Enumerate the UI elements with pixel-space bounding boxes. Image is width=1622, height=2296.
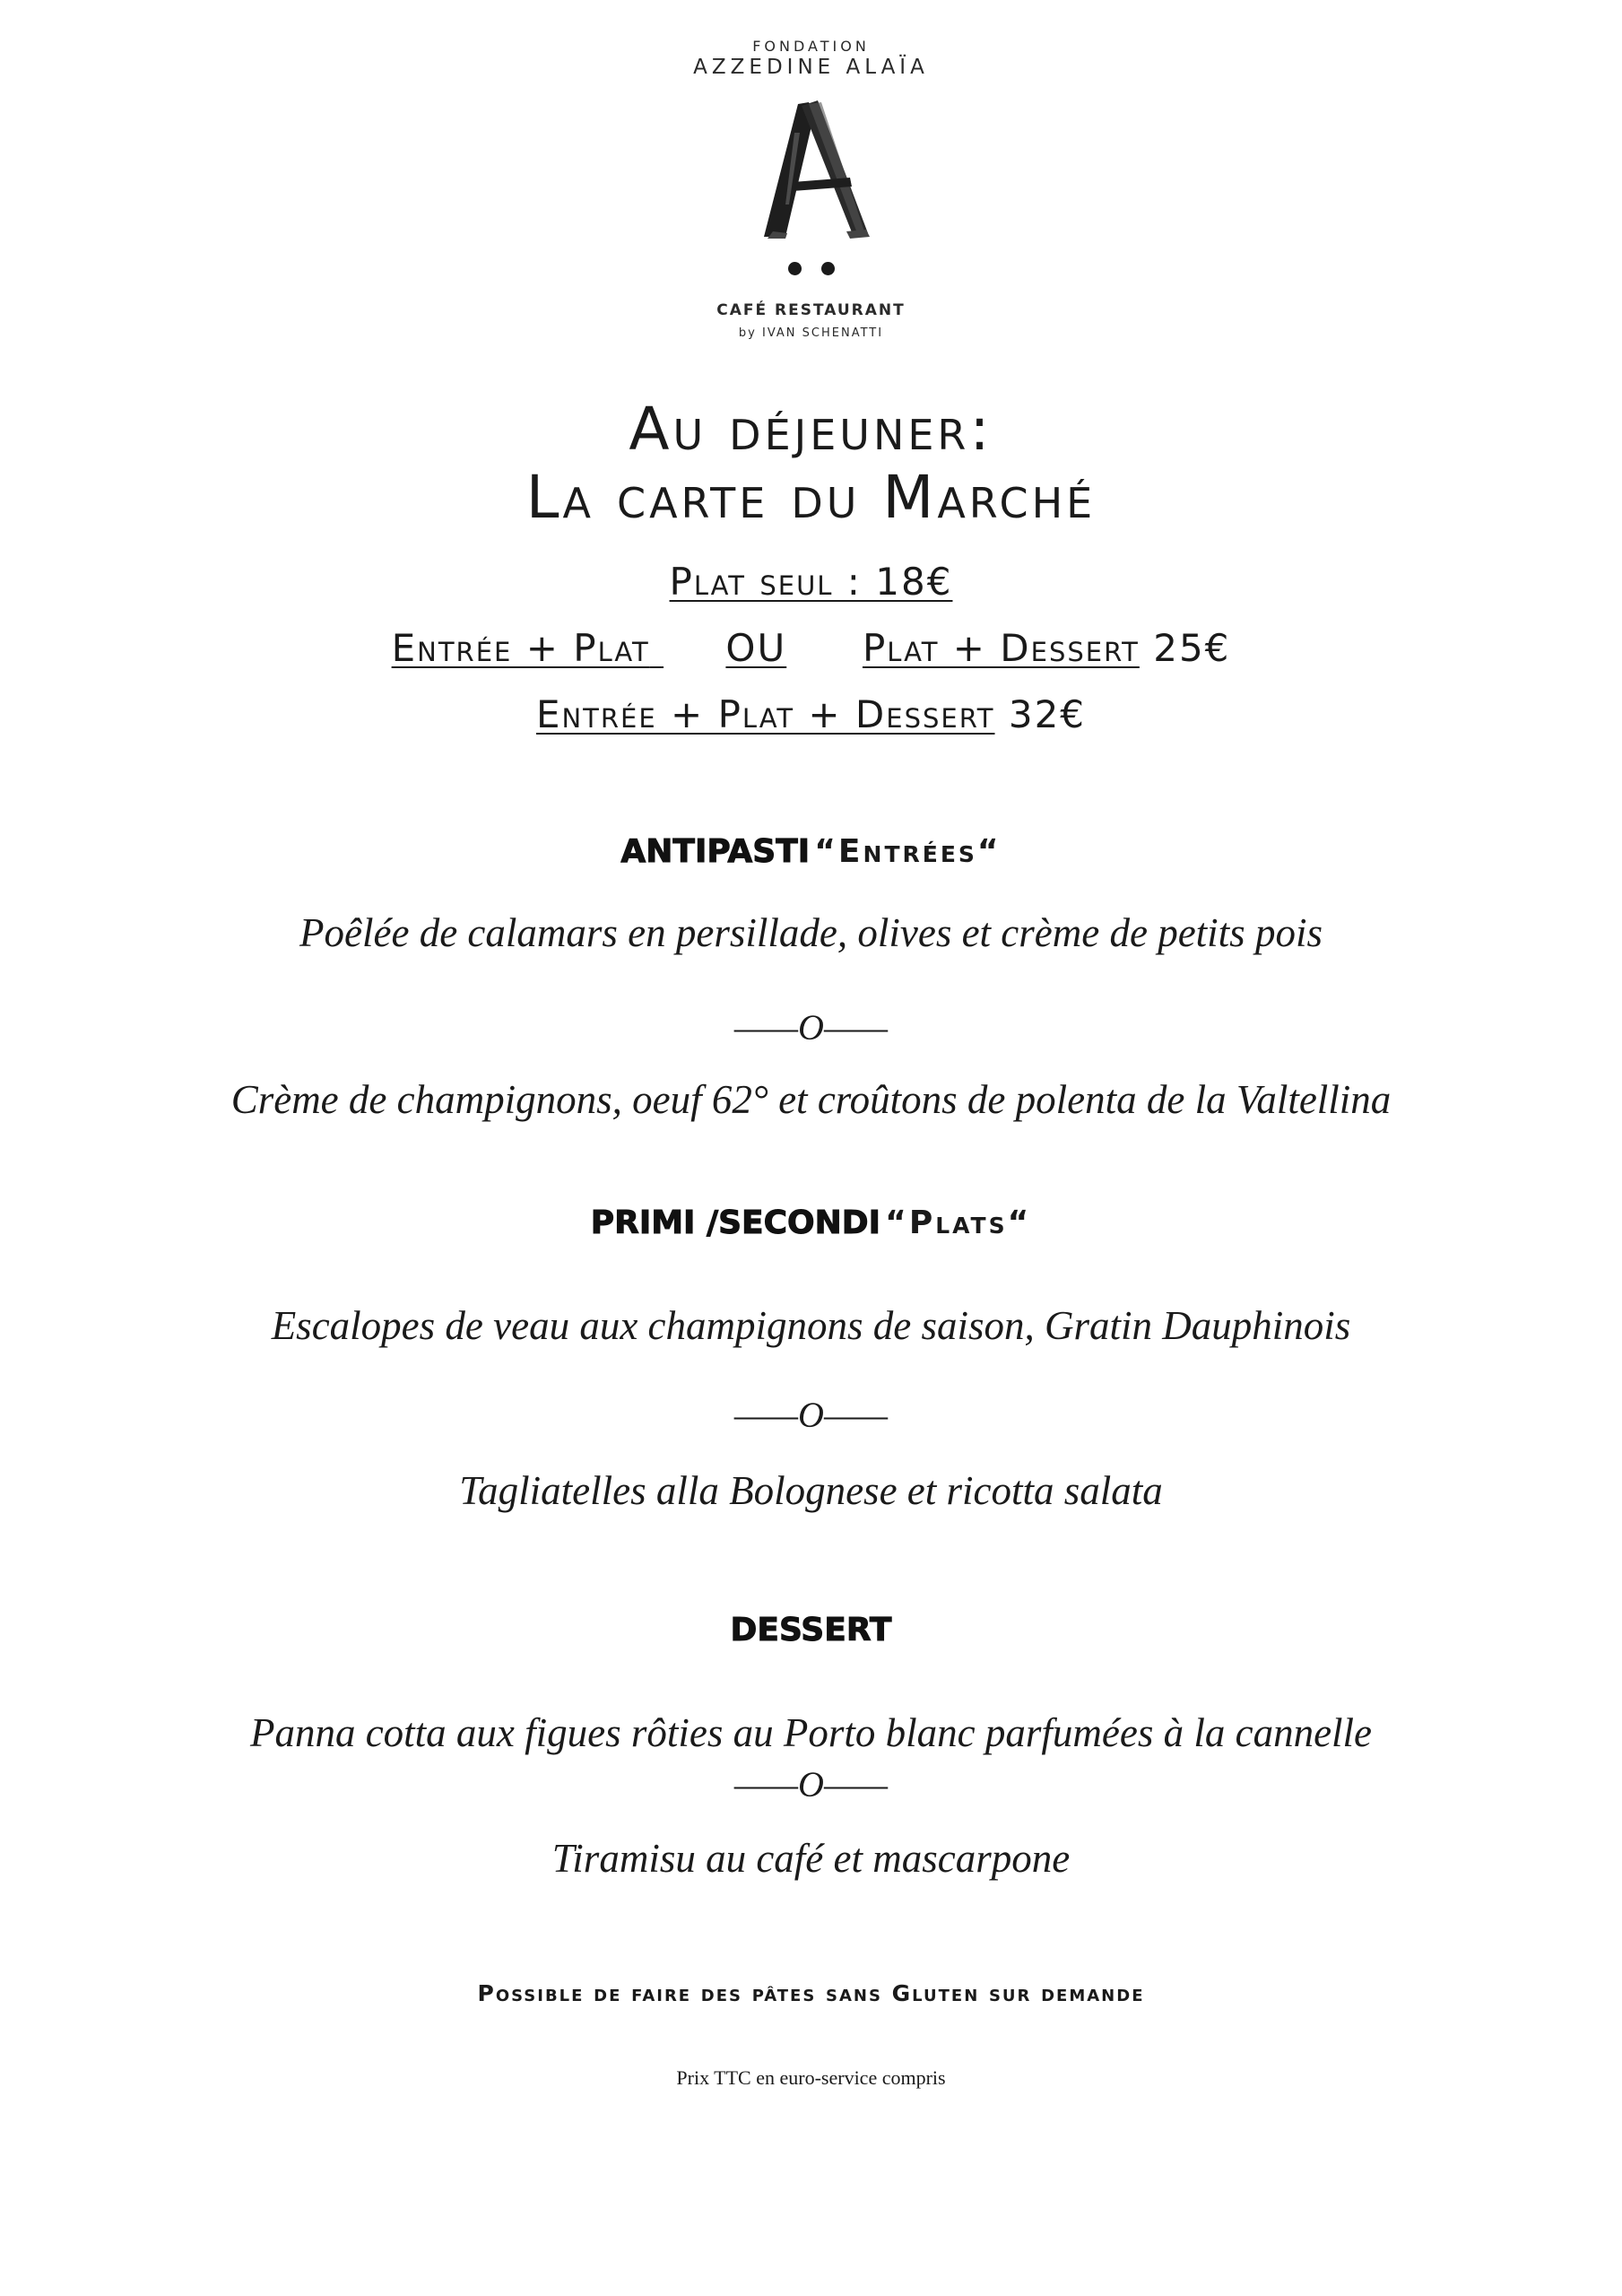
price-three-course [0,692,1622,736]
logo-dots [0,262,1622,282]
logo-byline: by IVAN SCHENATTI [738,326,884,340]
price-ou: OU [725,626,787,670]
dish-plats-2: Tagliatelles alla Bolognese et ricotta salata [459,1468,1163,1513]
note-gluten: Possible de faire des pâtes sans Gluten sur demande [477,1980,1145,2006]
price-two-course [0,626,1622,670]
dish-dessert-1: Panna cotta aux figues rôties au Porto blanc parfumées à la cannelle [249,1710,1373,1755]
logo-azzedine-alaia: AZZEDINE ALAÏA [693,56,929,79]
price-32: 32€ [1008,692,1087,736]
price-entree-plat: Entrée + Plat [391,626,650,670]
price-entree-plat-dessert: Entrée + Plat + Dessert [535,692,995,736]
section-plats-heading [0,1207,1622,1239]
price-plat-dessert: Plat + Dessert [862,626,1140,670]
dish-antipasti-2: Crème de champignons, oeuf 62° et croûtons de polenta de la Valtellina [230,1077,1392,1122]
price-25: 25€ [1153,626,1231,670]
page-title-line2: La carte du Marché [525,463,1097,532]
page-title-line1: Au déjeuner: [629,395,993,464]
dish-antipasti-1: Poêlée de calamars en persillade, olives et crème de petits pois [299,910,1323,955]
section-plats-title: PRIMI /SECONDI [590,1205,881,1241]
section-antipasti-title: ANTIPASTI [620,833,811,870]
logo-dot [788,262,802,275]
section-dessert-title: DESSERT [730,1612,892,1648]
dish-dessert-2: Tiramisu au café et mascarpone [551,1836,1071,1881]
price-plat-seul [0,560,1622,604]
logo-fondation: FONDATION [752,38,870,55]
price-plat-seul-text: Plat seul : 18€ [669,560,953,604]
section-antipasti-subtitle: “Entrées“ [814,833,1002,870]
section-antipasti-heading [0,833,1622,870]
dish-separator: ——O—— [733,1395,889,1435]
logo-dot [821,262,835,275]
dish-separator: ——O—— [733,1007,889,1048]
section-plats-subtitle: “Plats“ [885,1205,1032,1241]
logo-cafe-restaurant: CAFÉ RESTAURANT [716,301,906,319]
dish-separator: ——O—— [733,1764,889,1805]
logo-a-mark [755,97,872,240]
section-dessert-heading [0,1614,1622,1647]
note-prix: Prix TTC en euro-service compris [676,2066,946,2089]
dish-plats-1: Escalopes de veau aux champignons de saison, Gratin Dauphinois [271,1303,1351,1348]
